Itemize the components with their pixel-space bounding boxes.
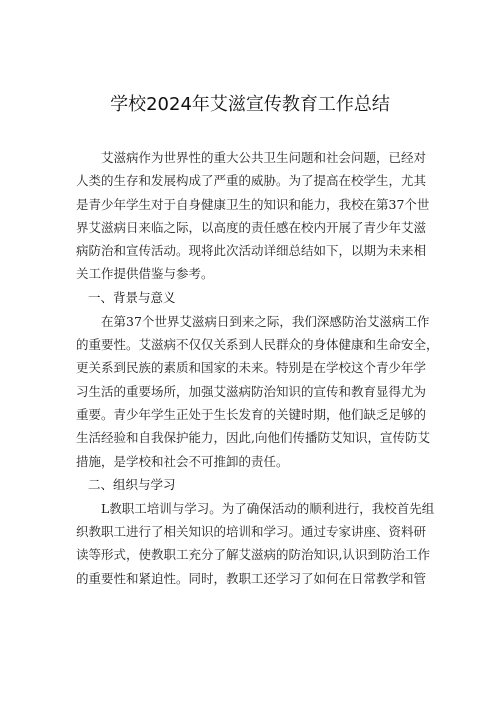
document-title: 学校2024年艾滋宣传教育工作总结: [110, 94, 390, 115]
paragraph-line: 界艾滋病日来临之际，以高度的责任感在校内开展了青少年艾滋: [76, 219, 427, 235]
paragraph-line: 生活经验和自我保护能力，因此,向他们传播防艾知识，宣传防艾: [76, 430, 430, 446]
background-paragraph: [76, 310, 439, 473]
paragraph-line: 织教职工进行了相关知识的培训和学习。通过专家讲座、资料研: [76, 524, 427, 540]
organization-paragraph: [76, 497, 435, 590]
paragraph-line: 习生活的重要场所，加强艾滋病防治知识的宣传和教育显得尤为: [76, 383, 427, 399]
paragraph-line: 读等形式，使教职工充分了解艾滋病的防治知识,认识到防治工作: [76, 547, 430, 563]
document-body: [76, 146, 439, 590]
paragraph-line: 的重要性。艾滋病不仅仅关系到人民群众的身体健康和生命安全，: [76, 337, 439, 353]
paragraph-line: 关工作提供借鉴与参考。: [76, 266, 214, 282]
paragraph-line: 人类的生存和发展构成了严重的威胁。为了提高在校学生，尤其: [76, 173, 427, 189]
paragraph-line: 重要。青少年学生正处于生长发育的关键时期，他们缺乏足够的: [76, 406, 427, 422]
paragraph-line: 在第37个世界艾滋病日到来之际，我们深感防治艾滋病工作: [101, 313, 430, 329]
paragraph-line: 是青少年学生对于自身健康卫生的知识和能力，我校在第37个世: [76, 196, 430, 212]
intro-paragraph: [76, 146, 432, 286]
section-heading-organization: 二、组织与学习: [88, 476, 176, 492]
paragraph-line: 艾滋病作为世界性的重大公共卫生问题和社会问题，已经对: [101, 150, 427, 165]
paragraph-line: 措施，是学校和社会不可推卸的责任。: [76, 453, 289, 469]
section-heading-background: 一、背景与意义: [88, 289, 176, 305]
paragraph-line: 病防治和宣传活动。现将此次活动详细总结如下，以期为未来相: [76, 243, 427, 259]
paragraph-line: L教职工培训与学习。为了确保活动的顺利进行，我校首先组: [101, 500, 435, 516]
paragraph-line: 的重要性和紧迫性。同时，教职工还学习了如何在日常教学和管: [76, 570, 427, 586]
paragraph-line: 更关系到民族的素质和国家的未来。特别是在学校这个青少年学: [76, 360, 427, 376]
